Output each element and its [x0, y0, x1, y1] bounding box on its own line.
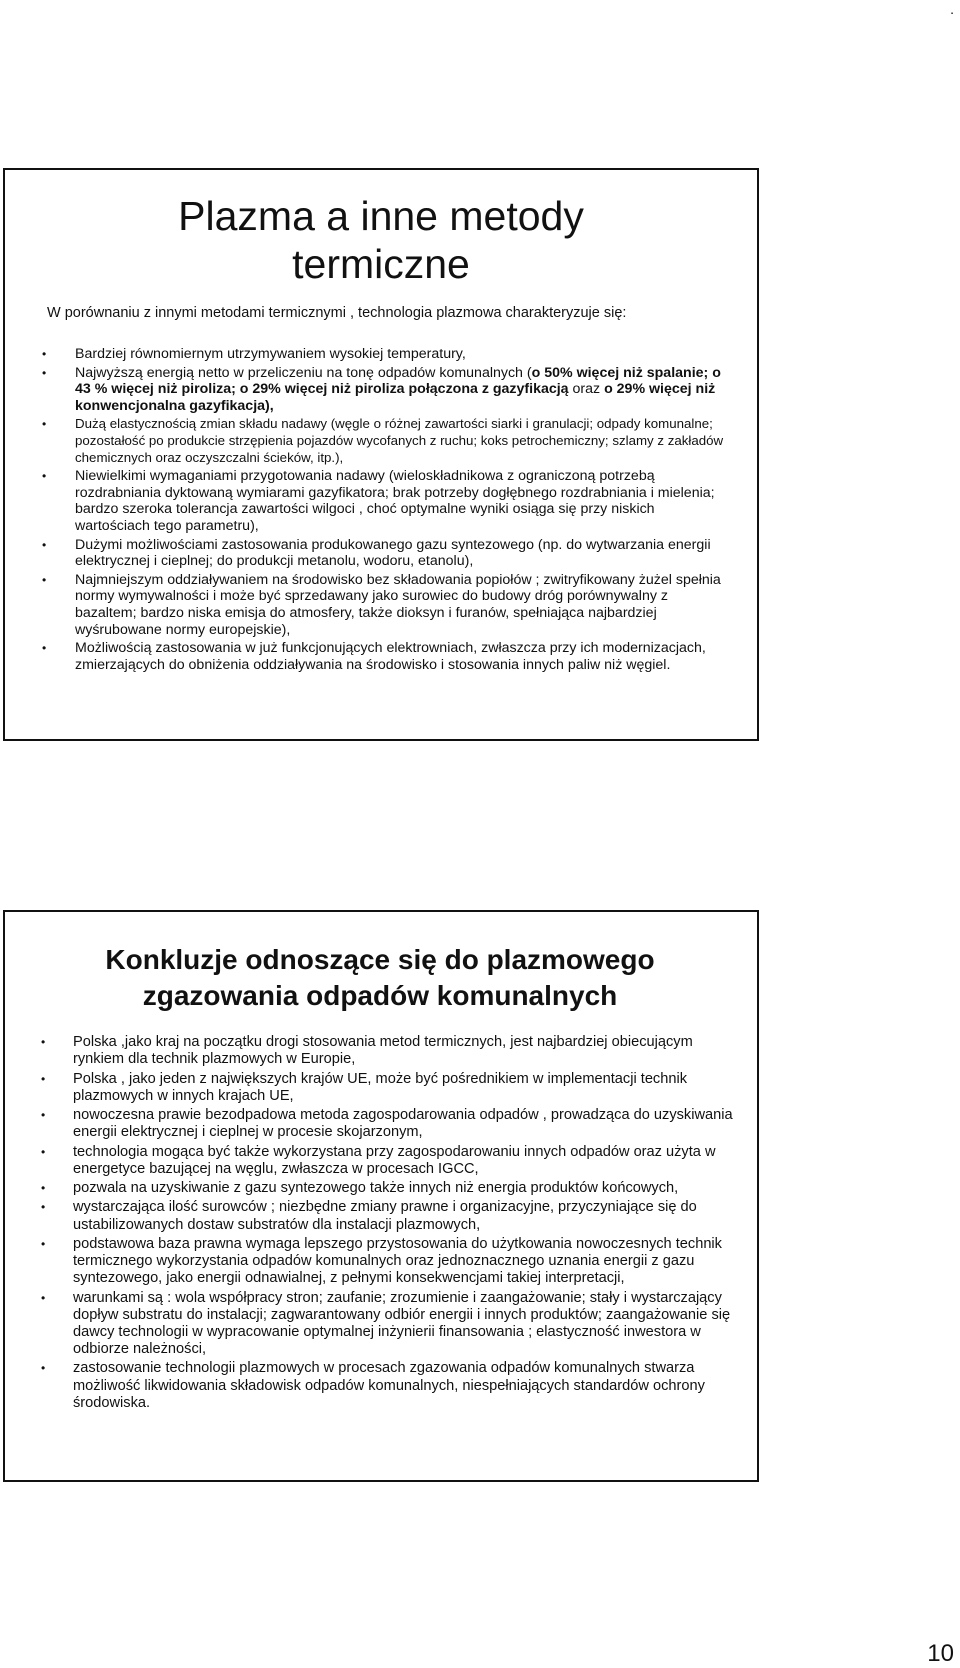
slide-conclusions: [3, 910, 759, 1482]
bullet-text: Dużą elastycznością zmian składu nadawy (węgle o różnej zawartości siarki i granulacji; odpady komunalne; pozostałość po produkcie strzępienia pojazdów wycofanych z ruchu; koks petrochemiczny; szlamy z zakładów chemicznych oraz oczyszczalni ścieków, itp.),: [75, 416, 724, 465]
bullet-text: Niewielkimi wymaganiami przygotowania nadawy (wieloskładnikowa z ograniczoną potrzebą rozdrabniania dyktowaną wymiarami gazyfikatora; brak potrzeby dogłębnego rozdrabniania i mielenia; bardzo szeroka tolerancja zawartości wilgoci , choć optymalne wyniki osiąga się przy niskich wartościach tego parametru),: [75, 468, 715, 534]
corner-mark: .: [950, 1, 954, 17]
slide2-title-line1: Konkluzje odnoszące się do plazmowego: [105, 944, 655, 975]
page-number: 10: [927, 1640, 954, 1667]
bullet-text: Bardziej równomiernym utrzymywaniem wysokiej temperatury,: [75, 346, 466, 362]
list-item: • Polska ,jako kraj na początku drogi stosowania metod termicznych, jest najbardziej obiecującym rynkiem dla technik plazmowych w Europie,: [73, 1034, 743, 1068]
list-item: • Polska , jako jeden z największych krajów UE, może być pośrednikiem w implementacji technik plazmowych w innych krajach UE,: [73, 1071, 743, 1105]
slide2-title: [23, 942, 737, 1014]
list-item: [75, 640, 729, 673]
bullet-text: Najmniejszym oddziaływaniem na środowisko bez składowania popiołów ; zwitryfikowany żużel spełnia normy wymywalności i może być sprzedawany jako surowiec do budowy dróg porównywalny z bazaltem; bardzo niska emisja do atmosfery, także dioksyn i furanów, spełniająca najbardziej wyśrubowane normy europejskie),: [75, 571, 721, 638]
bullet-text: Najwyższą energią netto w przeliczeniu na tonę odpadów komunalnych (: [75, 364, 532, 381]
slide1-title-line2: termiczne: [292, 241, 470, 287]
list-item: [75, 572, 729, 638]
list-item: [75, 346, 729, 363]
list-item: [75, 468, 729, 534]
slide-plasma-vs-thermal: [3, 168, 759, 741]
list-item: [75, 416, 729, 466]
bullet-text: Możliwością zastosowania w już funkcjonujących elektrowniach, zwłaszcza przy ich modernizacjach, zmierzających do obniżenia oddziaływania na środowisko i stosowania innych paliw niż węgiel.: [75, 640, 706, 673]
list-item: • nowoczesna prawie bezodpadowa metoda zagospodarowania odpadów , prowadząca do uzyskiwania energii elektrycznej i cieplnej w procesie skojarzonym,: [73, 1107, 743, 1141]
slide1-bullet-list: [5, 346, 757, 673]
slide1-title-line1: Plazma a inne metody: [178, 193, 584, 239]
list-item: • wystarczająca ilość surowców ; niezbędne zmiany prawne i organizacyjne, przyczyniające się do ustabilizowanych dostaw substratów dla instalacji plazmowych,: [73, 1199, 743, 1233]
bullet-bold-text: o 29% więcej niż konwencjonalna gazyfikacja),: [75, 381, 716, 414]
list-item: • technologia mogąca być także wykorzystana przy zagospodarowaniu innych odpadów oraz użyta w energetyce bazującej na węglu, zwłaszcza w procesach IGCC,: [73, 1144, 743, 1178]
list-item: • podstawowa baza prawna wymaga lepszego przystosowania do użytkowania nowoczesnych technik termicznego wykorzystania odpadów komunalnych oraz jednoznacznego uznania energii z gazu syntezowego, jako energii odnawialnej, z pełnymi konsekwencjami takiej interpretacji,: [73, 1236, 743, 1288]
list-item: [75, 537, 729, 570]
bullet-text: Dużymi możliwościami zastosowania produkowanego gazu syntezowego (np. do wytwarzania energii elektrycznej i cieplnej; do produkcji metanolu, wodoru, etanolu),: [75, 536, 711, 570]
list-item: [75, 365, 729, 415]
slide2-bullet-list: [5, 1034, 757, 1412]
slide1-intro: W porównaniu z innymi metodami termicznymi , technologia plazmowa charakteryzuje się:: [47, 305, 627, 321]
slide1-title: [5, 192, 757, 288]
list-item: • pozwala na uzyskiwanie z gazu syntezowego także innych niż energia produktów końcowych,: [73, 1180, 743, 1197]
bullet-bold-text: o 50% więcej niż spalanie; o 43 % więcej niż piroliza; o 29% więcej niż piroliza połączona z gazyfikacją: [75, 364, 721, 398]
list-item: • zastosowanie technologii plazmowych w procesach zgazowania odpadów komunalnych stwarza możliwość likwidowania składowisk odpadów komunalnych, niespełniających standardów ochrony środowiska.: [73, 1360, 743, 1412]
list-item: • warunkami są : wola współpracy stron; zaufanie; zrozumienie i zaangażowanie; stały i wystarczający dopływ substratu do instalacji; zagwarantowany odbiór energii i innych produktów; zaangażowanie się dawcy technologii w wypracowanie optymalnej inżynierii finansowania ; elastyczność inwestora w odbiorze należności,: [73, 1290, 743, 1359]
slide2-title-line2: zgazowania odpadów komunalnych: [142, 980, 618, 1011]
bullet-text: oraz: [568, 381, 605, 398]
